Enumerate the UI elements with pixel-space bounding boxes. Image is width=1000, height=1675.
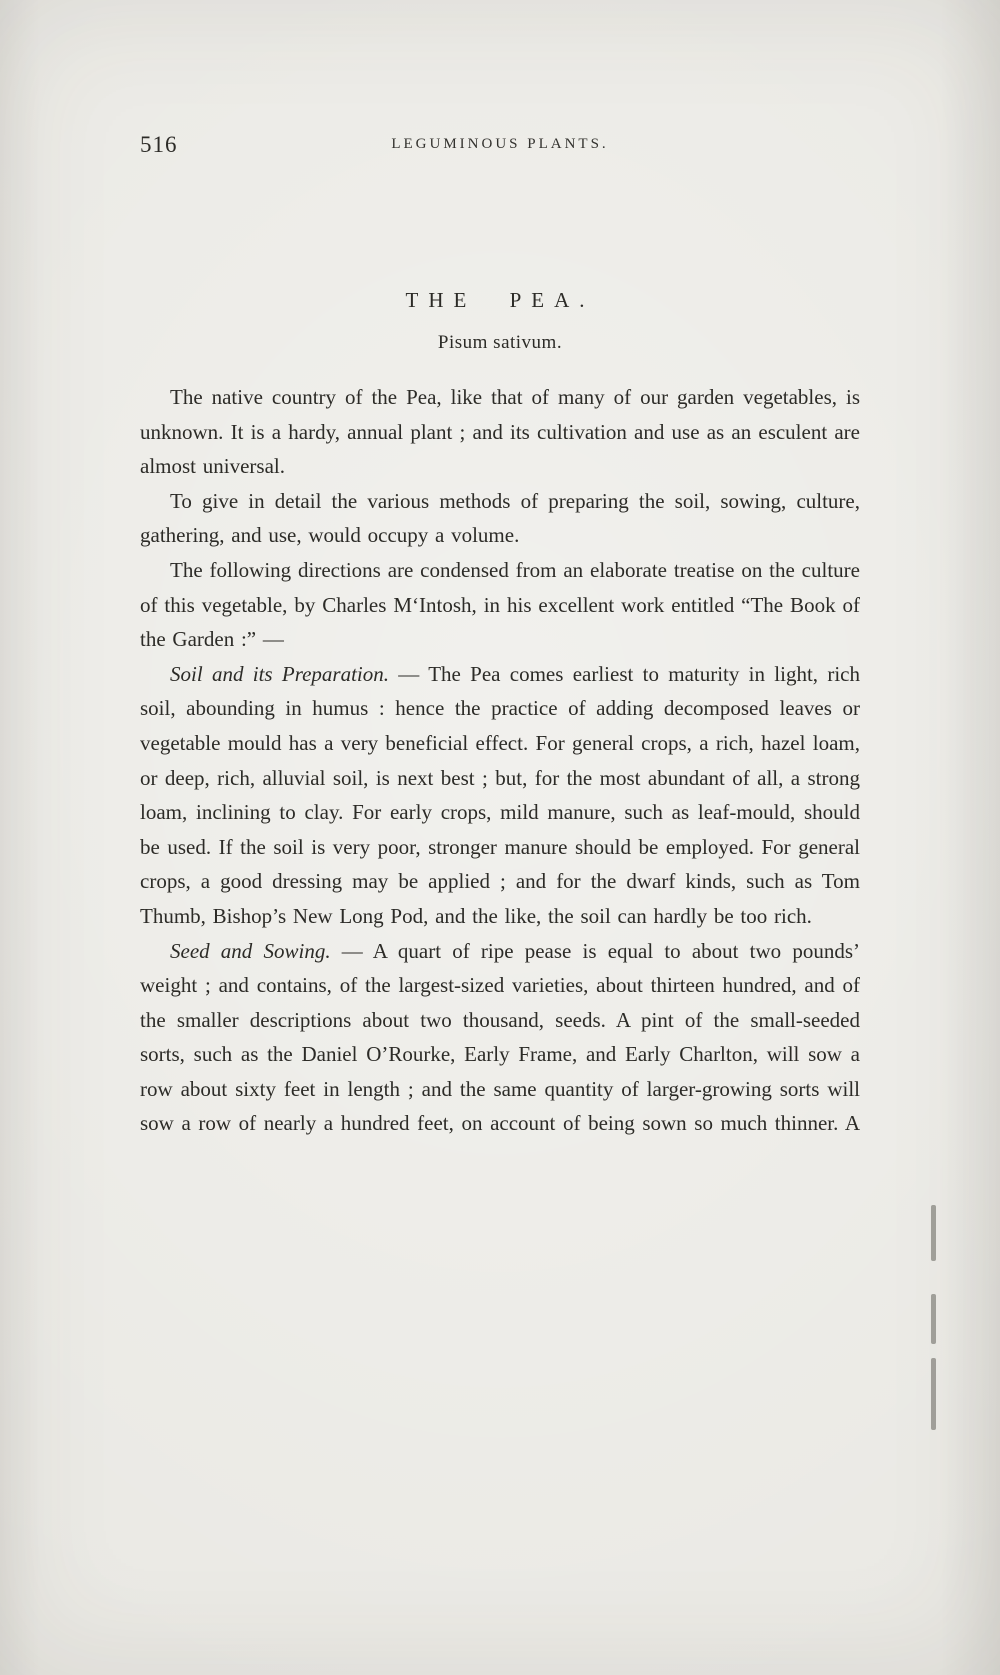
paragraph: Seed and Sowing. — A quart of ripe pease is equal to about two pounds’ weight ; and contains, of the largest-sized varieties, about thirteen hundred, and of the smaller descriptions about two thousand, seeds. A pint of the small-seeded sorts, such as the Daniel O’Rourke, Early Frame, and Early Charlton, will sow a row about sixty feet in length ; and the same quantity of larger-growing sorts will sow a row of nearly a hundred feet, on account of being sown so much thinner. A bbox=[140, 938, 860, 1136]
body-text bbox=[140, 380, 860, 1141]
page-header bbox=[140, 132, 860, 157]
scan-artifact bbox=[931, 1294, 936, 1344]
paragraph: Soil and its Preparation. — The Pea comes earliest to maturity in light, rich soil, abounding in humus : hence the practice of adding decomposed leaves or vegetable mould has a very beneficial effect. For general crops, a rich, hazel loam, or deep, rich, alluvial soil, is next best ; but, for the most abundant of all, a strong loam, inclining to clay. For early crops, mild manure, such as leaf-mould, should be used. If the soil is very poor, stronger manure should be employed. For general crops, a good dressing may be applied ; and for the dwarf kinds, such as Tom Thumb, Bishop’s New Long Pod, and the like, the soil can hardly be too rich. bbox=[140, 661, 860, 928]
chapter-title: THE PEA. bbox=[405, 288, 595, 312]
scan-artifact bbox=[931, 1358, 936, 1430]
paragraph-lead: Soil and its Preparation. bbox=[170, 661, 390, 686]
paragraph: The following directions are condensed from an elaborate treatise on the culture of this vegetable, by Charles M‘Intosh, in his excellent work entitled “The Book of the Garden :” — bbox=[140, 557, 860, 652]
paragraph: The native country of the Pea, like that of many of our garden vegetables, is unknown. It is a hardy, annual plant ; and its cultivation and use as an esculent are almost universal. bbox=[140, 385, 860, 479]
page-number: 516 bbox=[140, 132, 178, 157]
scan-artifact bbox=[931, 1205, 936, 1261]
paragraph-lead: Seed and Sowing. bbox=[170, 938, 331, 963]
latin-name-subtitle: Pisum sativum. bbox=[437, 332, 563, 353]
running-header: LEGUMINOUS PLANTS. bbox=[391, 136, 609, 152]
paragraph: To give in detail the various methods of preparing the soil, sowing, culture, gathering, and use, would occupy a volume. bbox=[140, 488, 860, 548]
